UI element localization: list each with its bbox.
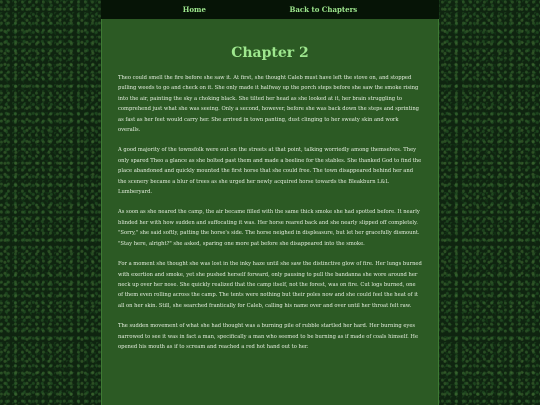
top-navigation-bar bbox=[101, 0, 439, 19]
back-to-chapters-link[interactable]: Back to Chapters bbox=[289, 5, 358, 14]
chapter-content bbox=[101, 19, 439, 405]
home-link[interactable]: Home bbox=[182, 5, 206, 14]
paragraph: Theo could smell the fire before she saw it. At first, she thought Caleb must have left the stove on, and stopped pulling weeds to go and check on it. She only made it halfway up the porch steps before she saw the smoke rising into the air, painting the sky a choking black. She tilted her head as she looked at it, her brain struggling to comprehend just what she was seeing. Only a second, however, before she was back down the steps and sprinting as fast as her feet would carry her. She arrived in town panting, dust clinging to her sweaty skin and work overalls. bbox=[118, 75, 420, 134]
paragraph: The sudden movement of what she had thought was a burning pile of rubble startled her hard. Her burning eyes narrowed to see it was in fact a man, specifically a man who seemed to be burning as if made of coals himself. He opened his mouth as if to scream and reached a red hot hand out to her. bbox=[118, 323, 419, 350]
paragraph: For a moment she thought she was lost in the inky haze until she saw the distinctive glow of fire. Her lungs burned with exertion and smoke, yet she pushed herself forward, only pausing to pull the bandanna she wore around her neck up over her nose. She quickly realized that the camp itself, not the forest, was on fire. Cut logs burned, one of them even rolling across the camp. The tents were nothing but their poles now and she could feel the heat of it all on her skin. Still, she searched frantically for Caleb, calling his name over and over until her throat felt raw. bbox=[118, 261, 422, 309]
chapter-title: Chapter 2 bbox=[231, 45, 309, 61]
paragraph: As soon as she neared the camp, the air became filled with the same thick smoke she had spotted before. It nearly blinded her with how sudden and suffocating it was. Her horse reared back and she nearly slipped off completely. "Sorry," she said softly, patting the horse's side. The horse neighed in displeasure, but let her gracefully dismount. "Stay here, alright?" she asked, sparing one more pat before she disappeared into the smoke. bbox=[118, 209, 420, 247]
paragraph: A good majority of the townsfolk were out on the streets at that point, talking worriedly among themselves. They only spared Theo a glance as she bolted past them and made a beeline for the stables. She thanked God to find the place abandoned and quickly mounted the first horse that she could free. The town disappeared behind her and the scenery became a blur of trees as she urged her newly acquired horse towards the Bleakburn L&L Lumberyard. bbox=[118, 147, 422, 196]
